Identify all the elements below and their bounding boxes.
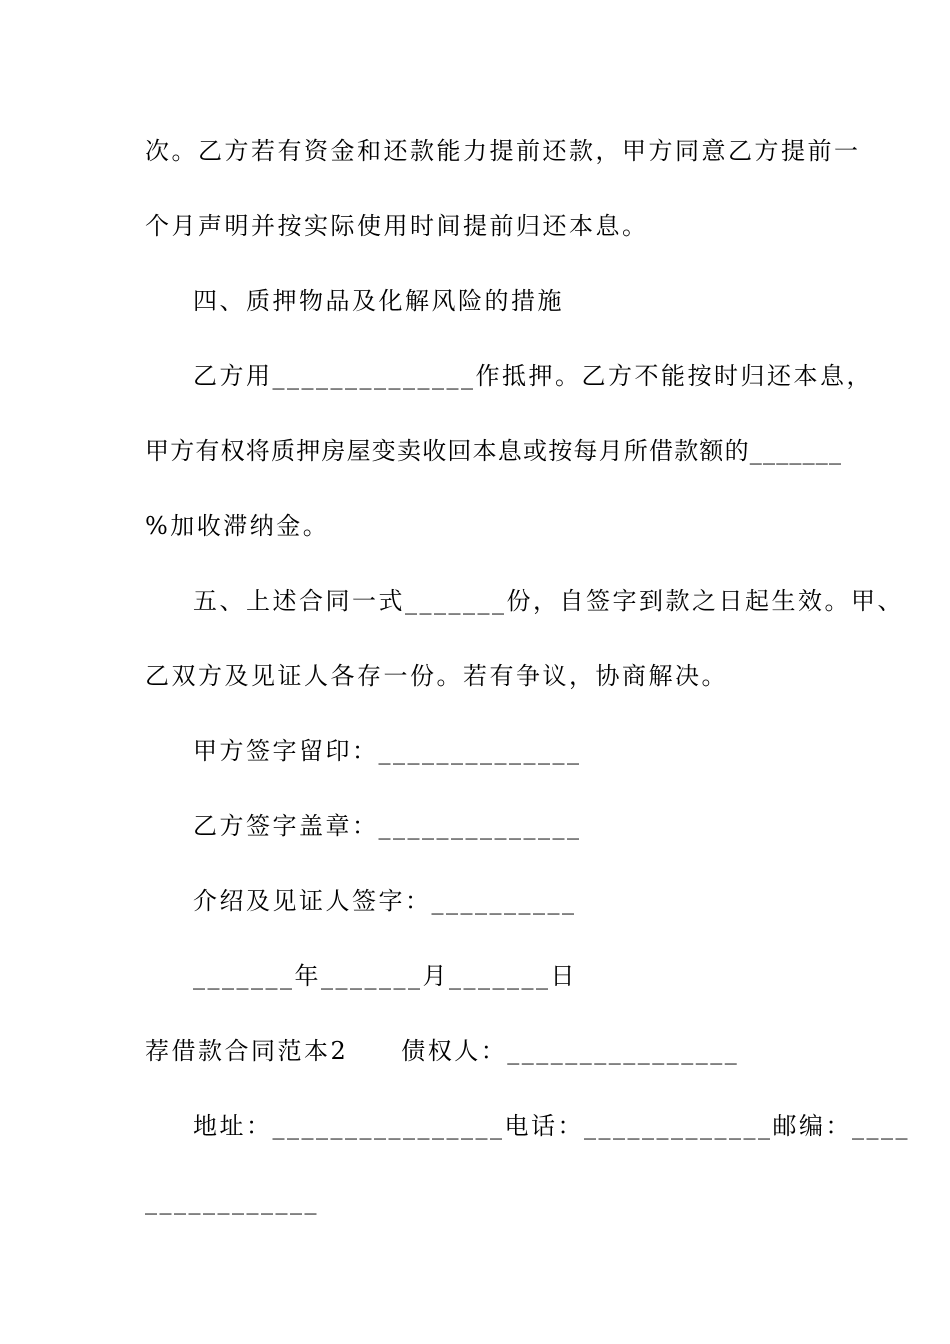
- section-heading-5: 五、上述合同一式_______份，自签字到款之日起生效。甲、: [193, 587, 904, 615]
- pledge-clause-line-1: 乙方用______________作抵押。乙方不能按时归还本息，: [193, 362, 873, 390]
- postcode-continuation-line: ____________: [145, 1187, 319, 1215]
- paragraph-line-1: 次。乙方若有资金和还款能力提前还款，甲方同意乙方提前一: [145, 137, 861, 165]
- paragraph-line-2: 个月声明并按实际使用时间提前归还本息。: [145, 212, 649, 240]
- address-phone-postcode-line: 地址：________________电话：_____________邮编：____: [193, 1112, 910, 1140]
- section-heading-4: 四、质押物品及化解风险的措施: [193, 287, 564, 315]
- template-title-creditor-line: 荐借款合同范本2 债权人：________________: [145, 1037, 740, 1065]
- date-line: _______年_______月_______日: [193, 962, 577, 990]
- copies-clause-line: 乙双方及见证人各存一份。若有争议，协商解决。: [145, 662, 728, 690]
- pledge-clause-line-3: %加收滞纳金。: [145, 512, 330, 540]
- witness-signature-line: 介绍及见证人签字：__________: [193, 887, 577, 915]
- pledge-clause-line-2: 甲方有权将质押房屋变卖收回本息或按每月所借款额的_______: [145, 437, 843, 465]
- party-a-signature-line: 甲方签字留印：______________: [193, 737, 582, 765]
- party-b-signature-line: 乙方签字盖章：______________: [193, 812, 582, 840]
